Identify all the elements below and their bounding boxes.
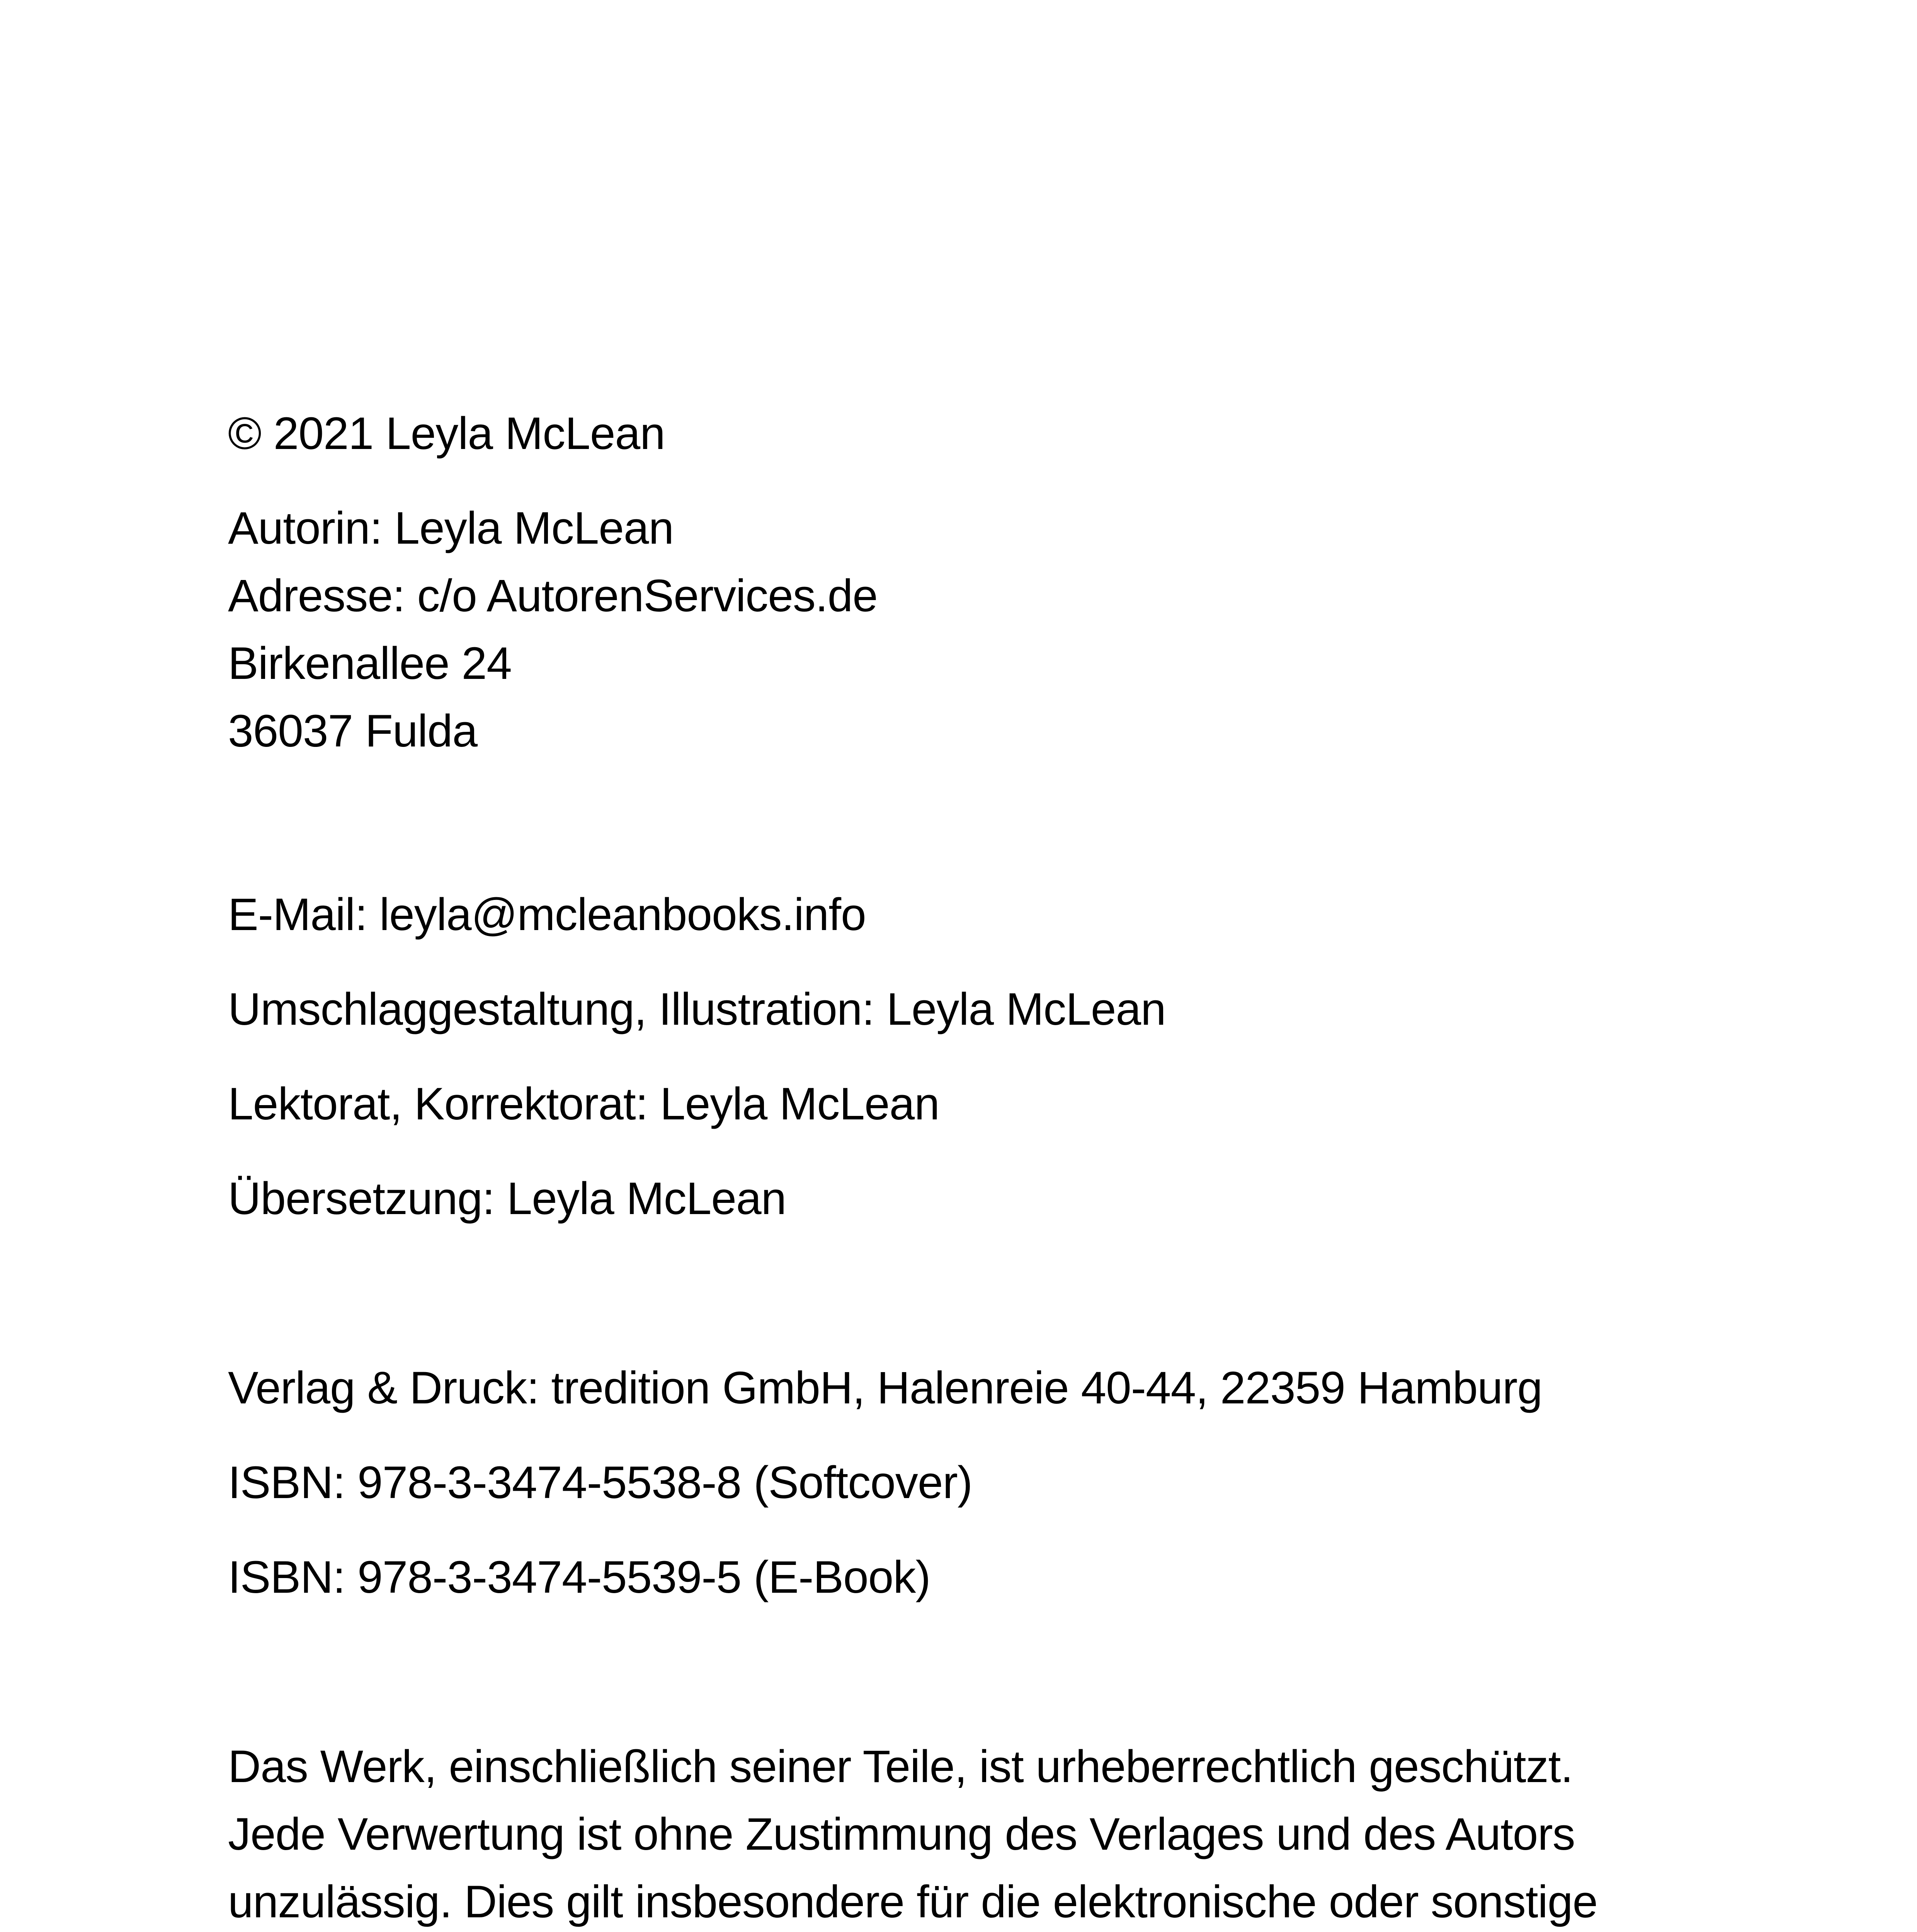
email-text: E-Mail: leyla@mcleanbooks.info (228, 889, 866, 940)
isbn-softcover (228, 1449, 1774, 1517)
rights-line-1: Das Werk, einschließlich seiner Teile, ist urheberrechtlich geschützt. (228, 1741, 1573, 1792)
publisher-line (228, 1354, 1774, 1422)
rights-line-2: Jede Verwertung ist ohne Zustimmung des Verlages und des Autors (228, 1809, 1575, 1860)
author-line: Autorin: Leyla McLean (228, 503, 674, 554)
editing-credit (228, 1070, 1774, 1138)
editing-credit-text: Lektorat, Korrektorat: Leyla McLean (228, 1078, 939, 1129)
rights-notice (228, 1733, 1774, 1932)
isbn-ebook-text: ISBN: 978-3-3474-5539-5 (E-Book) (228, 1552, 930, 1603)
translation-credit (228, 1165, 1774, 1233)
copyright-text: © 2021 Leyla McLean (228, 408, 665, 459)
address-line-2: Birkenallee 24 (228, 638, 512, 689)
translation-credit-text: Übersetzung: Leyla McLean (228, 1173, 786, 1224)
rights-line-3: unzulässig. Dies gilt insbesondere für die elektronische oder sonstige (228, 1876, 1598, 1927)
publisher-text: Verlag & Druck: tredition GmbH, Halenreie 40-44, 22359 Hamburg (228, 1362, 1543, 1413)
author-address (228, 495, 1774, 765)
address-line-1: Adresse: c/o AutorenServices.de (228, 570, 878, 621)
cover-credit-text: Umschlaggestaltung, Illustration: Leyla McLean (228, 984, 1166, 1035)
address-line-3: 36037 Fulda (228, 706, 478, 757)
isbn-ebook (228, 1544, 1774, 1611)
isbn-softcover-text: ISBN: 978-3-3474-5538-8 (Softcover) (228, 1457, 973, 1508)
email-line (228, 881, 1774, 949)
copyright-line (228, 400, 1774, 468)
cover-credit (228, 976, 1774, 1043)
